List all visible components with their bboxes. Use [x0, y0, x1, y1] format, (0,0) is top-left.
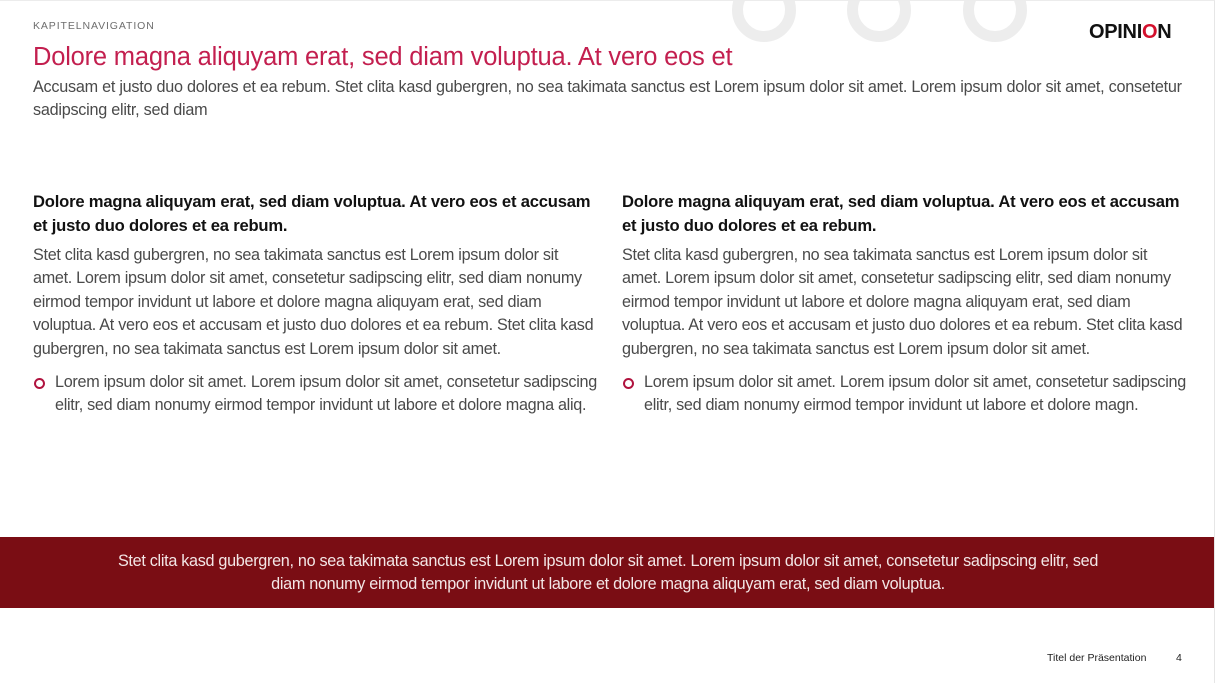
bullet-text: Lorem ipsum dolor sit amet. Lorem ipsum dolor sit amet, consetetur sadipscing elitr, sed diam nonumy eirmod tempor invidunt ut labore et dolore magna aliq. [55, 373, 597, 415]
logo-text-end: N [1157, 21, 1172, 43]
column-body: Stet clita kasd gubergren, no sea takimata sanctus est Lorem ipsum dolor sit amet. Lorem ipsum dolor sit amet, consetetur sadipscing elitr, sed diam nonumy eirmod tempor invidunt ut labore et dolore magna aliquyam erat, sed diam voluptua. At vero eos et accusam et justo duo dolores et ea rebum. Stet clita kasd gubergren, no sea takimata sanctus est Lorem ipsum dolor sit amet. [33, 246, 594, 358]
page-subtitle: Accusam et justo duo dolores et ea rebum. Stet clita kasd gubergren, no sea takimata sanctus est Lorem ipsum dolor sit amet. Lorem ipsum dolor sit amet, consetetur sadipscing elitr, sed diam [33, 78, 1182, 120]
content-column-left [33, 190, 598, 418]
bullet-text: Lorem ipsum dolor sit amet. Lorem ipsum dolor sit amet, consetetur sadipscing elitr, sed diam nonumy eirmod tempor invidunt ut labore et dolore magn. [644, 373, 1186, 415]
ring-icon [969, 1, 1022, 37]
footer-presentation-title: Titel der Präsentation [1047, 652, 1147, 664]
column-heading: Dolore magna aliquyam erat, sed diam voluptua. At vero eos et accusam et justo duo dolores et ea rebum. [622, 192, 1180, 235]
logo-text: OPINI [1089, 21, 1142, 43]
bullet-item [622, 371, 1187, 418]
brand-logo [1089, 20, 1171, 44]
column-heading: Dolore magna aliquyam erat, sed diam voluptua. At vero eos et accusam et justo duo dolores et ea rebum. [33, 192, 591, 235]
logo-accent-letter: O [1141, 21, 1158, 43]
content-column-right [622, 190, 1187, 418]
column-body: Stet clita kasd gubergren, no sea takimata sanctus est Lorem ipsum dolor sit amet. Lorem ipsum dolor sit amet, consetetur sadipscing elitr, sed diam nonumy eirmod tempor invidunt ut labore et dolore magna aliquyam erat, sed diam voluptua. At vero eos et accusam et justo duo dolores et ea rebum. Stet clita kasd gubergren, no sea takimata sanctus est Lorem ipsum dolor sit amet. [622, 246, 1183, 358]
ring-bullet-icon [34, 378, 45, 389]
ring-icon [738, 1, 791, 37]
ring-bullet-icon [623, 378, 634, 389]
page-title: Dolore magna aliquyam erat, sed diam voluptua. At vero eos et [33, 43, 733, 71]
ring-icon [853, 1, 906, 37]
page-number: 4 [1176, 652, 1182, 664]
bullet-item [33, 371, 598, 418]
highlight-band [0, 537, 1215, 608]
chapter-navigation[interactable]: KAPITELNAVIGATION [33, 20, 155, 32]
highlight-text: Stet clita kasd gubergren, no sea takimata sanctus est Lorem ipsum dolor sit amet. Lorem ipsum dolor sit amet, consetetur sadipscing elitr, sed diam nonumy eirmod tempor invidunt ut labore et dolore magna aliquyam erat, sed diam voluptua. [117, 551, 1099, 593]
